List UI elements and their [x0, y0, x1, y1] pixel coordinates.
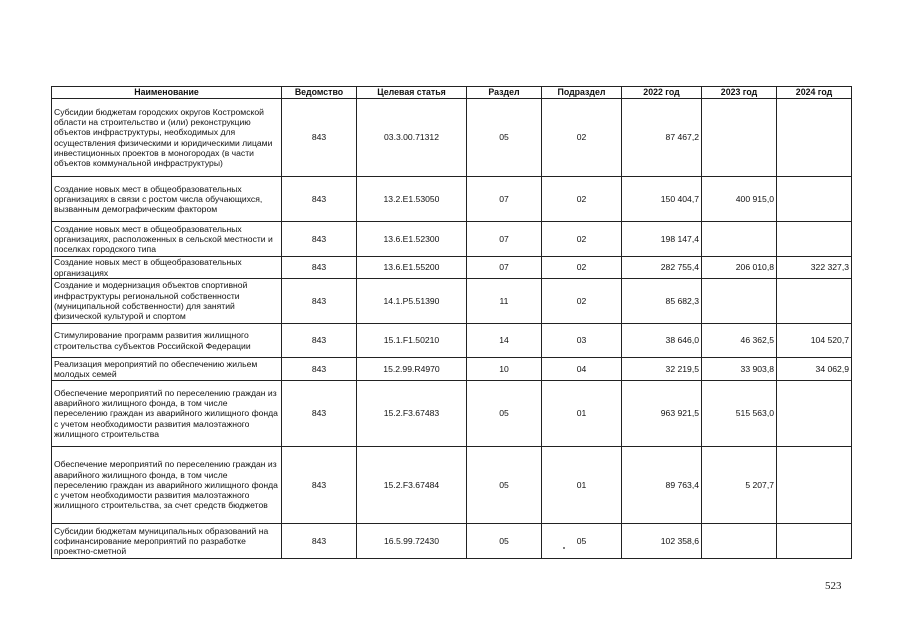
cell-2024: 34 062,9 [777, 358, 852, 381]
cell-2023: 400 915,0 [702, 177, 777, 222]
cell-2022: 150 404,7 [622, 177, 702, 222]
page-number: 523 [825, 580, 842, 592]
cell-name: Создание новых мест в общеобразовательных организациях, расположенных в сельской местности и поселках городского типа [52, 222, 282, 257]
cell-vedomstvo: 843 [282, 222, 357, 257]
header-2024: 2024 год [777, 87, 852, 99]
cell-statya: 16.5.99.72430 [357, 524, 467, 559]
cell-2024: 104 520,7 [777, 324, 852, 358]
cell-razdel: 05 [467, 381, 542, 447]
cell-vedomstvo: 843 [282, 279, 357, 324]
cell-2022: 963 921,5 [622, 381, 702, 447]
cell-2022: 87 467,2 [622, 99, 702, 177]
header-statya: Целевая статья [357, 87, 467, 99]
cell-razdel: 07 [467, 222, 542, 257]
cell-podrazdel: 03 [542, 324, 622, 358]
cell-podrazdel: 02 [542, 279, 622, 324]
cell-name: Субсидии бюджетам городских округов Костромской области на строительство и (или) реконструкцию объектов инфраструктуры, необходимых для осуществления физическими и юридическими лицами инвестиционных проектов в моногородах (в части объектов коммунальной инфраструктуры) [52, 99, 282, 177]
cell-vedomstvo: 843 [282, 324, 357, 358]
cell-2024 [777, 99, 852, 177]
table-row [52, 358, 852, 381]
cell-2024 [777, 524, 852, 559]
table-row [52, 177, 852, 222]
cell-2022: 89 763,4 [622, 447, 702, 524]
cell-2023: 33 903,8 [702, 358, 777, 381]
table-row [52, 324, 852, 358]
cell-name: Создание новых мест в общеобразовательных организациях [52, 257, 282, 279]
cell-name: Обеспечение мероприятий по переселению граждан из аварийного жилищного фонда, в том числе переселению граждан из аварийного жилищного фонда с учетом необходимости развития малоэтажного жилищного строительства, за счет средств бюджетов [52, 447, 282, 524]
header-vedomstvo: Ведомство [282, 87, 357, 99]
cell-statya: 03.3.00.71312 [357, 99, 467, 177]
cell-vedomstvo: 843 [282, 177, 357, 222]
table-row [52, 257, 852, 279]
table-row [52, 381, 852, 447]
cell-statya: 14.1.P5.51390 [357, 279, 467, 324]
cell-2024 [777, 222, 852, 257]
cell-2022: 38 646,0 [622, 324, 702, 358]
cell-vedomstvo: 843 [282, 381, 357, 447]
cell-2023: 46 362,5 [702, 324, 777, 358]
cell-2024 [777, 279, 852, 324]
cell-podrazdel: 04 [542, 358, 622, 381]
header-podrazdel: Подраздел [542, 87, 622, 99]
table-row [52, 222, 852, 257]
cell-2023: 206 010,8 [702, 257, 777, 279]
scan-dot [563, 547, 565, 549]
header-razdel: Раздел [467, 87, 542, 99]
cell-razdel: 05 [467, 524, 542, 559]
header-name: Наименование [52, 87, 282, 99]
cell-razdel: 07 [467, 257, 542, 279]
cell-podrazdel: 01 [542, 381, 622, 447]
cell-podrazdel: 01 [542, 447, 622, 524]
budget-table [51, 86, 852, 559]
cell-2023 [702, 99, 777, 177]
cell-2022: 198 147,4 [622, 222, 702, 257]
cell-name: Стимулирование программ развития жилищного строительства субъектов Российской Федерации [52, 324, 282, 358]
cell-razdel: 11 [467, 279, 542, 324]
cell-podrazdel: 02 [542, 222, 622, 257]
cell-podrazdel: 05 [542, 524, 622, 559]
cell-razdel: 10 [467, 358, 542, 381]
cell-statya: 15.1.F1.50210 [357, 324, 467, 358]
cell-statya: 15.2.F3.67483 [357, 381, 467, 447]
cell-2023: 5 207,7 [702, 447, 777, 524]
cell-podrazdel: 02 [542, 257, 622, 279]
cell-name: Реализация мероприятий по обеспечению жильем молодых семей [52, 358, 282, 381]
cell-2023 [702, 279, 777, 324]
cell-razdel: 07 [467, 177, 542, 222]
cell-2024 [777, 381, 852, 447]
cell-vedomstvo: 843 [282, 524, 357, 559]
cell-2024 [777, 447, 852, 524]
cell-2024: 322 327,3 [777, 257, 852, 279]
cell-vedomstvo: 843 [282, 99, 357, 177]
cell-2022: 282 755,4 [622, 257, 702, 279]
header-2022: 2022 год [622, 87, 702, 99]
cell-2023: 515 563,0 [702, 381, 777, 447]
cell-statya: 13.6.E1.55200 [357, 257, 467, 279]
cell-statya: 15.2.99.R4970 [357, 358, 467, 381]
cell-name: Создание и модернизация объектов спортивной инфраструктуры региональной собственности (муниципальной собственности) для занятий физической культурой и спортом [52, 279, 282, 324]
cell-name: Обеспечение мероприятий по переселению граждан из аварийного жилищного фонда, в том числе переселению граждан из аварийного жилищного фонда с учетом необходимости развития малоэтажного жилищного строительства [52, 381, 282, 447]
header-2023: 2023 год [702, 87, 777, 99]
cell-statya: 15.2.F3.67484 [357, 447, 467, 524]
cell-name: Создание новых мест в общеобразовательных организациях в связи с ростом числа обучающихся, вызванным демографическим фактором [52, 177, 282, 222]
cell-2022: 102 358,6 [622, 524, 702, 559]
cell-razdel: 14 [467, 324, 542, 358]
table-row [52, 447, 852, 524]
cell-vedomstvo: 843 [282, 358, 357, 381]
table-header-row [52, 87, 852, 99]
cell-vedomstvo: 843 [282, 447, 357, 524]
cell-2023 [702, 524, 777, 559]
cell-2024 [777, 177, 852, 222]
cell-2022: 32 219,5 [622, 358, 702, 381]
cell-razdel: 05 [467, 99, 542, 177]
cell-vedomstvo: 843 [282, 257, 357, 279]
cell-2022: 85 682,3 [622, 279, 702, 324]
cell-razdel: 05 [467, 447, 542, 524]
cell-podrazdel: 02 [542, 177, 622, 222]
table-row [52, 524, 852, 559]
cell-statya: 13.2.E1.53050 [357, 177, 467, 222]
table-row [52, 99, 852, 177]
table-row [52, 279, 852, 324]
cell-podrazdel: 02 [542, 99, 622, 177]
cell-name: Субсидии бюджетам муниципальных образований на софинансирование мероприятий по разработке проектно-сметной [52, 524, 282, 559]
cell-statya: 13.6.E1.52300 [357, 222, 467, 257]
cell-2023 [702, 222, 777, 257]
